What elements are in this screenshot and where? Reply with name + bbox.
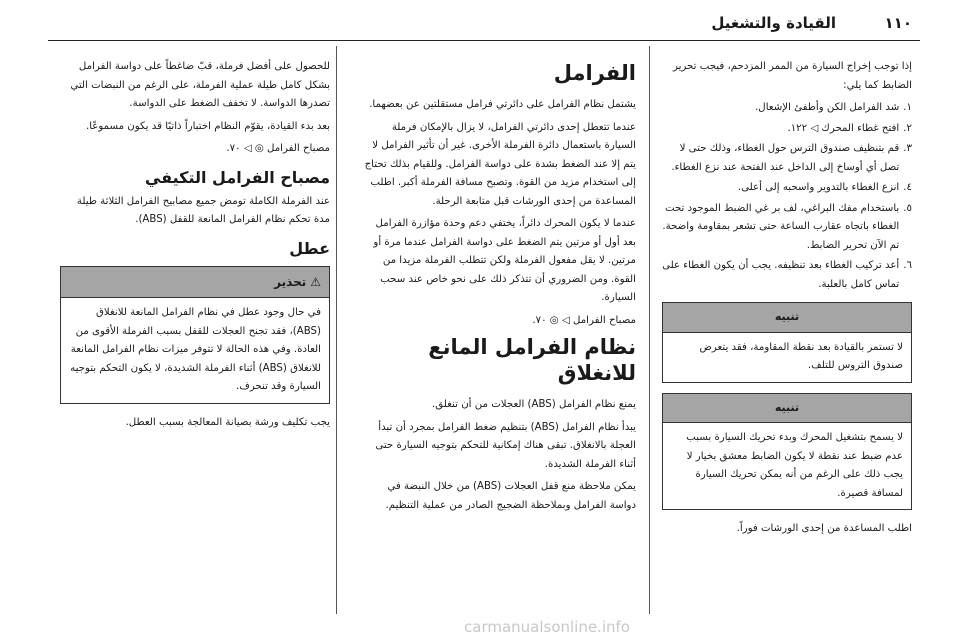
running-title: القيادة والتشغيل	[711, 14, 836, 32]
column-left	[60, 58, 330, 436]
notice-box	[662, 393, 912, 511]
paragraph: يشتمل نظام الفرامل على دائرتي فرامل مستقلتين عن بعضهما.	[369, 99, 636, 110]
notice-body: لا يسمح بتشغيل المحرك وبدء تحريك السيارة بسبب عدم ضبط عند نقطة لا يكون الضابط معشق بخيار لا يجب ذلك على الرغم من أنه يمكن تحريك السيارة لمسافة قصيرة.	[686, 432, 903, 499]
step-item: ٦. أعد تركيب الغطاء بعد تنظيفه. يجب أن يكون الغطاء على تماس كامل بالعلبة.	[662, 260, 912, 290]
notice-title: تنبيه	[663, 394, 911, 424]
paragraph: يمكن ملاحظة منع قفل العجلات (ABS) من خلال النبضة في دواسة الفرامل وبملاحظة الضجيج الصادر من عملية التنظيم.	[385, 481, 636, 511]
column-divider	[649, 46, 650, 614]
watermark: carmanualsonline.info	[464, 618, 630, 636]
column-divider	[336, 46, 337, 614]
notice-body: لا تستمر بالقيادة بعد نقطة المقاومة، فقد يتعرض صندوق التروس للتلف.	[699, 341, 903, 371]
column-middle	[364, 58, 636, 519]
step-item: ٣. قم بتنظيف صندوق الترس حول الغطاء، وذلك حتى لا تصل أي أوساخ إلى الداخل عند الفتحة عند نزع الغطاء.	[671, 143, 912, 173]
section-heading-fault: عطل	[289, 238, 330, 258]
page-number: ١١٠	[884, 14, 912, 32]
intro-text: إذا توجب إخراج السيارة من الممر المزدحم، فيجب تحرير الضابط كما يلي:	[672, 61, 912, 91]
step-item: ٤. انزع الغطاء بالتدوير واسحبه إلى أعلى.	[737, 182, 912, 193]
page-header	[0, 0, 960, 42]
warning-triangle-icon: ⚠	[310, 274, 321, 289]
notice-title: تنبيه	[663, 303, 911, 333]
paragraph: عندما تتعطل إحدى دائرتي الفرامل، لا يزال بالإمكان فرملة السيارة باستعمال دائرة الفرملة الأخرى. غير أن تأثير الفرامل لا يتم إلا عند الضغط بشدة على دواسة الفرامل. وللقيام بذلك تحتاج إلى استخدام مزيد من القوة. وتصبح مسافة الفرملة أكبر. اطلب المساعدة من إحدى الورشات قبل متابعة الرحلة.	[364, 121, 636, 207]
section-heading-adaptive-brake-light: مصباح الفرامل التكيفي	[144, 167, 330, 187]
paragraph: يجب تكليف ورشة بصيانة المعالجة بسبب العطل.	[125, 416, 330, 428]
outro-text: اطلب المساعدة من إحدى الورشات فوراً.	[736, 523, 912, 534]
step-item: ٥. باستخدام مفك البراغي، لف بر غي الضبط الموجود تحت الغطاء باتجاه عقارب الساعة حتى تشعر بمقاومة واضحة. تم الآن تحرير الضابط.	[662, 202, 912, 251]
warning-body: في حال وجود عطل في نظام الفرامل المانعة للانغلاق (ABS)، فقد تجنح العجلات للقفل بسبب الفرملة الأقوى من العادة. وفي هذه الحالة لا تتوفر ميزات نظام الفرامل المانعة للانغلاق (ABS) أثناء الفرملة الشديدة، لا يكون التحكم بتوجيه السيارة وقد تنحرف.	[70, 307, 321, 392]
paragraph: بعد بدء القيادة، يقوّم النظام اختباراً ذاتيًا قد يكون مسموعًا.	[85, 120, 330, 132]
paragraph: عند الفرملة الكاملة تومض جميع مصابيح الفرامل الثلاثة طيلة مدة تحكم نظام الفرامل المانعة للقفل (ABS).	[76, 195, 330, 225]
header-rule	[48, 40, 920, 41]
paragraph: عندما لا يكون المحرك دائراً، يختفي دعم وحدة مؤازرة الفرامل بعد أول أو مرتين يتم الضغط على دواسة الفرامل عندما مرة أو مرتين. لا يقل مفعول الفرملة ولكن تتطلب الفرملة مزيدا من القوة. ومن الضروري أن تتذكر ذلك على نحو خاص عند سحب السيارة.	[373, 218, 636, 303]
column-right	[662, 58, 912, 543]
step-item: ٢. افتح غطاء المحرك ◁ ١٢٢.	[787, 122, 912, 134]
section-heading-abs: نظام الفرامل المانع للانغلاق	[428, 335, 636, 385]
section-heading-brakes: الفرامل	[553, 61, 636, 85]
brake-lamp-reference: مصباح الفرامل ◁ ◎ ٧٠.	[532, 314, 636, 326]
paragraph: للحصول على أفضل فرملة، قبّ ضاغطاً على دواسة الفرامل بشكل كامل طيلة عملية الفرملة، على الرغم من النبضات التي تصدرها الدواسة. لا تخفف الضغط على الدواسة.	[70, 61, 330, 109]
paragraph: يبدأ نظام الفرامل (ABS) بتنظيم ضغط الفرامل بمجرد أن تبدأ العجلة بالانغلاق. تبقى هناك إمكانية للتحكم بتوجيه السيارة حتى أثناء الفرملة الشديدة.	[375, 421, 636, 470]
warning-box	[60, 266, 330, 404]
abs-lamp-reference: مصباح الفرامل ◎ ◁ ٧٠.	[226, 143, 330, 154]
notice-box	[662, 302, 912, 383]
warning-title: تحذير	[274, 274, 307, 289]
warning-header	[61, 267, 329, 299]
steps-list	[662, 99, 912, 294]
paragraph: يمنع نظام الفرامل (ABS) العجلات من أن تنغلق.	[432, 399, 636, 410]
step-item: ١. شد الفرامل الكن وأطفئ الإشعال.	[755, 102, 912, 113]
